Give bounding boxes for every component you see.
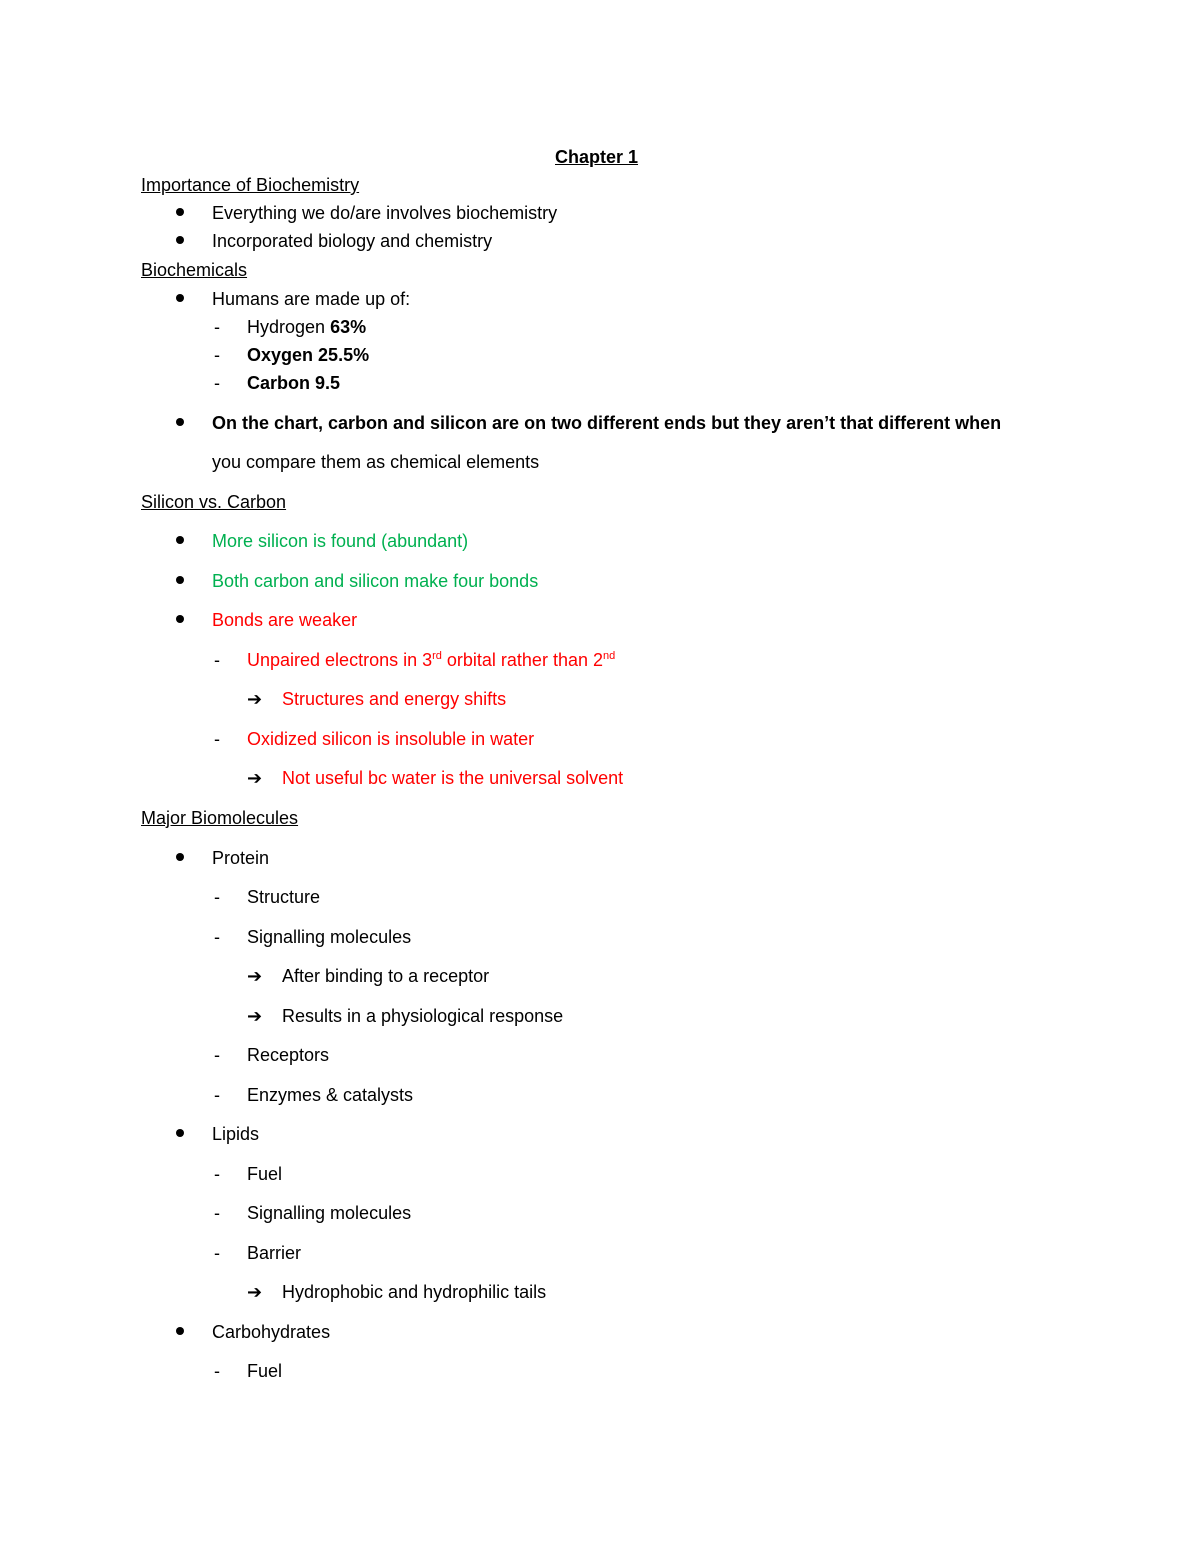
dash-marker: - <box>214 1361 220 1381</box>
element-name: Oxygen <box>247 345 314 365</box>
superscript-nd: nd <box>603 650 616 662</box>
list-item: Incorporated biology and chemistry <box>212 231 493 251</box>
sub-item: Signalling molecules <box>247 927 412 947</box>
dash-marker: - <box>214 1243 220 1263</box>
superscript-rd: rd <box>432 650 442 662</box>
arrow-right-icon: ➔ <box>247 689 263 709</box>
sub-item: Structure <box>247 887 321 907</box>
page-title: Chapter 1 <box>555 147 639 167</box>
bullet-icon <box>176 536 184 544</box>
bullet-icon <box>176 418 184 426</box>
dash-marker: - <box>214 1045 220 1065</box>
dash-marker: - <box>214 729 220 749</box>
heading-biochemicals: Biochemicals <box>141 260 248 280</box>
dash-marker: - <box>214 650 220 670</box>
element-name: Hydrogen <box>247 317 326 337</box>
bullet-icon <box>176 236 184 244</box>
element-name: Carbon <box>247 373 310 393</box>
element-percent: 63% <box>330 317 367 337</box>
dash-marker: - <box>214 317 220 337</box>
list-item: Protein <box>212 848 270 868</box>
unpaired-text-start: Unpaired electrons in 3 <box>247 650 433 670</box>
sub-item: Signalling molecules <box>247 1203 412 1223</box>
bullet-icon <box>176 1129 184 1137</box>
element-item <box>247 372 340 394</box>
arrow-right-icon: ➔ <box>247 966 263 986</box>
sub-sub-item: Structures and energy shifts <box>282 689 507 709</box>
sub-item: Enzymes & catalysts <box>247 1085 414 1105</box>
bullet-icon <box>176 576 184 584</box>
bullet-icon <box>176 1327 184 1335</box>
heading-silicon-vs-carbon: Silicon vs. Carbon <box>141 492 287 512</box>
list-item: Everything we do/are involves biochemistry <box>212 203 558 223</box>
sub-item <box>247 649 615 671</box>
element-item <box>247 316 366 338</box>
sub-item: Barrier <box>247 1243 302 1263</box>
sub-sub-item: Not useful bc water is the universal solvent <box>282 768 624 788</box>
element-percent: 9.5 <box>315 373 341 393</box>
list-item: Both carbon and silicon make four bonds <box>212 571 539 591</box>
element-percent: 25.5% <box>318 345 370 365</box>
dash-marker: - <box>214 1203 220 1223</box>
bullet-icon <box>176 294 184 302</box>
list-item-continuation: you compare them as chemical elements <box>212 452 540 472</box>
sub-item: Receptors <box>247 1045 330 1065</box>
dash-marker: - <box>214 887 220 907</box>
bullet-icon <box>176 615 184 623</box>
sub-item: Fuel <box>247 1361 283 1381</box>
list-item: Bonds are weaker <box>212 610 358 630</box>
arrow-right-icon: ➔ <box>247 1282 263 1302</box>
dash-marker: - <box>214 373 220 393</box>
sub-sub-item: Hydrophobic and hydrophilic tails <box>282 1282 547 1302</box>
dash-marker: - <box>214 927 220 947</box>
sub-sub-item: Results in a physiological response <box>282 1006 564 1026</box>
dash-marker: - <box>214 1085 220 1105</box>
bullet-icon <box>176 853 184 861</box>
sub-item: Fuel <box>247 1164 283 1184</box>
list-item: On the chart, carbon and silicon are on two different ends but they aren’t that different when <box>212 413 1002 433</box>
element-item <box>247 344 369 366</box>
bullet-icon <box>176 208 184 216</box>
heading-major-biomolecules: Major Biomolecules <box>141 808 299 828</box>
arrow-right-icon: ➔ <box>247 1006 263 1026</box>
list-item: More silicon is found (abundant) <box>212 531 469 551</box>
dash-marker: - <box>214 1164 220 1184</box>
unpaired-text-mid: orbital rather than 2 <box>441 650 603 670</box>
list-item: Humans are made up of: <box>212 289 411 309</box>
dash-marker: - <box>214 345 220 365</box>
list-item: Lipids <box>212 1124 260 1144</box>
sub-item: Oxidized silicon is insoluble in water <box>247 729 535 749</box>
list-item: Carbohydrates <box>212 1322 331 1342</box>
arrow-right-icon: ➔ <box>247 768 263 788</box>
sub-sub-item: After binding to a receptor <box>282 966 490 986</box>
heading-importance: Importance of Biochemistry <box>141 175 360 195</box>
